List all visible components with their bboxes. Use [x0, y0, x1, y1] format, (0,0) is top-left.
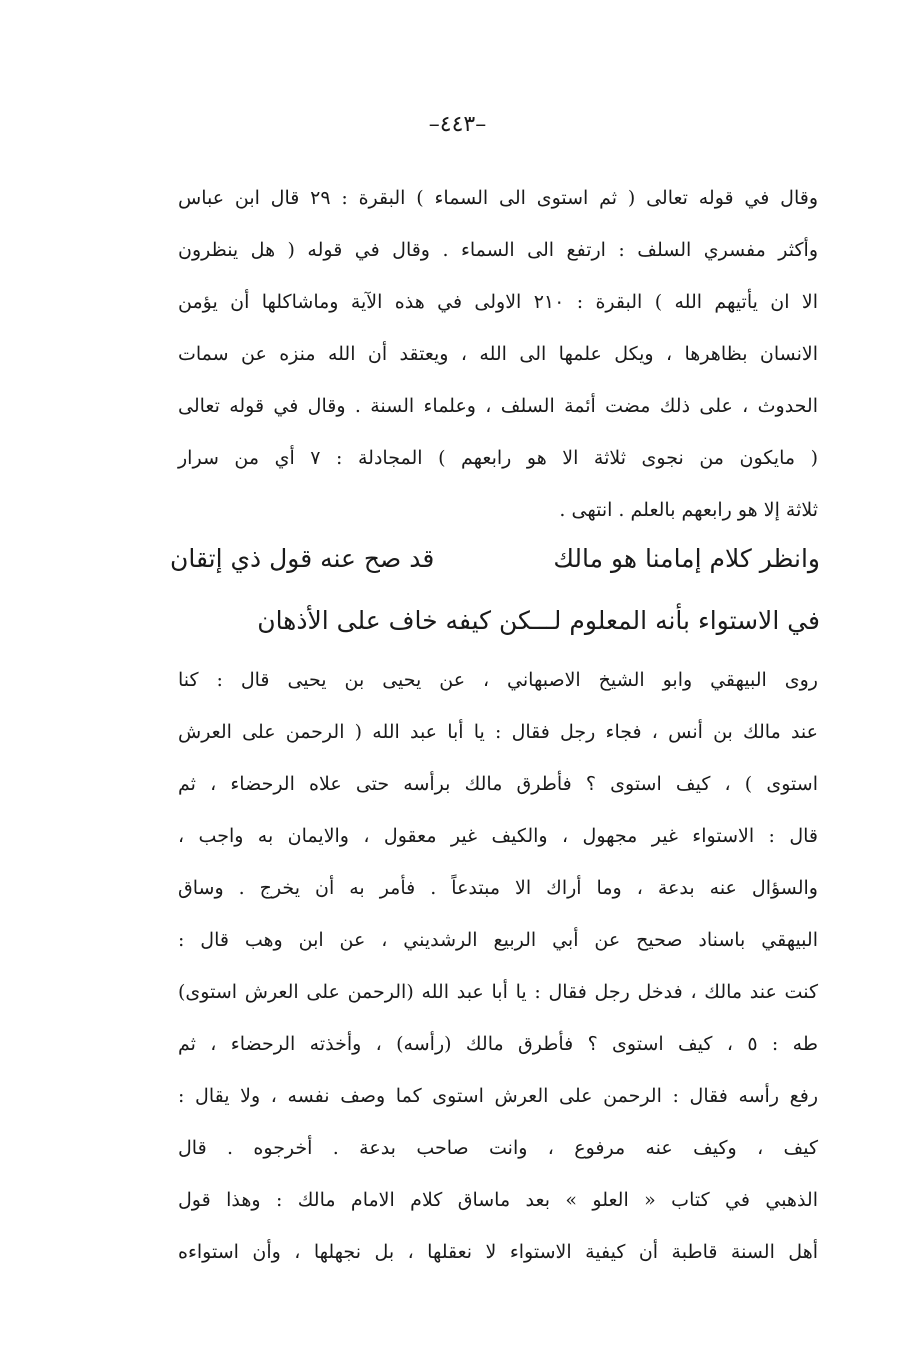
text-line: ( مايكون من نجوى ثلاثة الا هو رابعهم ) المجادلة : ٧ أي من سرار [178, 447, 818, 469]
text-line: والسؤال عنه بدعة ، وما أراك الا مبتدعاً . فأمر به أن يخرج . وساق [178, 877, 818, 899]
text-line: قال : الاستواء غير مجهول ، والكيف غير معقول ، والايمان به واجب ، [178, 825, 818, 847]
text-line: البيهقي باسناد صحيح عن أبي الربيع الرشديني ، عن ابن وهب قال : [178, 929, 818, 951]
verse-hemistich-second: قد صح عنه قول ذي إتقان [170, 544, 435, 573]
text-line: طه : ٥ ، كيف استوى ؟ فأطرق مالك (رأسه) ، وأخذته الرحضاء ، ثم [178, 1033, 818, 1055]
text-line: الا ان يأتيهم الله ) البقرة : ٢١٠ الاولى في هذه الآية وماشاكلها أن يؤمن [178, 291, 818, 313]
paragraph-tafsir [178, 172, 818, 536]
text-line: الحدوث ، على ذلك مضت أئمة السلف ، وعلماء السنة . وقال في قوله تعالى [178, 395, 818, 417]
text-line: رفع رأسه فقال : الرحمن على العرش استوى كما وصف نفسه ، ولا يقال : [178, 1085, 818, 1107]
verse-line [170, 590, 820, 652]
verse-hemistich-first: في الاستواء بأنه المعلوم لـــكن كيفه خاف على الأذهان [257, 606, 820, 635]
text-line: وقال في قوله تعالى ( ثم استوى الى السماء ) البقرة : ٢٩ قال ابن عباس [178, 187, 818, 209]
page-number: –٤٤٣– [428, 112, 487, 137]
text-line: كيف ، وكيف عنه مرفوع ، وانت صاحب بدعة . أخرجوه . قال [178, 1137, 818, 1159]
verse-line [170, 528, 820, 590]
text-line: الذهبي في كتاب « العلو » بعد ماساق كلام الامام مالك : وهذا قول [178, 1189, 818, 1211]
paragraph-malik-narration [178, 654, 818, 1278]
text-line: أهل السنة قاطبة أن كيفية الاستواء لا نعقلها ، بل نجهلها ، وأن استواءه [178, 1241, 818, 1263]
text-line: كنت عند مالك ، فدخل رجل فقال : يا أبا عبد الله (الرحمن على العرش استوى) [178, 981, 818, 1003]
poem-verse [170, 528, 820, 652]
text-line: روى البيهقي وابو الشيخ الاصبهاني ، عن يحيى بن يحيى قال : كنا [178, 669, 818, 691]
text-line: ثلاثة إلا هو رابعهم بالعلم . انتهى . [559, 499, 818, 521]
text-line: استوى ) ، كيف استوى ؟ فأطرق مالك برأسه حتى علاه الرحضاء ، ثم [178, 773, 818, 795]
text-line: وأكثر مفسري السلف : ارتفع الى السماء . وقال في قوله ( هل ينظرون [178, 239, 818, 261]
verse-hemistich-first: وانظر كلام إمامنا هو مالك [553, 544, 820, 573]
text-line: الانسان بظاهرها ، ويكل علمها الى الله ، ويعتقد أن الله منزه عن سمات [178, 343, 818, 365]
text-line: عند مالك بن أنس ، فجاء رجل فقال : يا أبا عبد الله ( الرحمن على العرش [178, 721, 818, 743]
